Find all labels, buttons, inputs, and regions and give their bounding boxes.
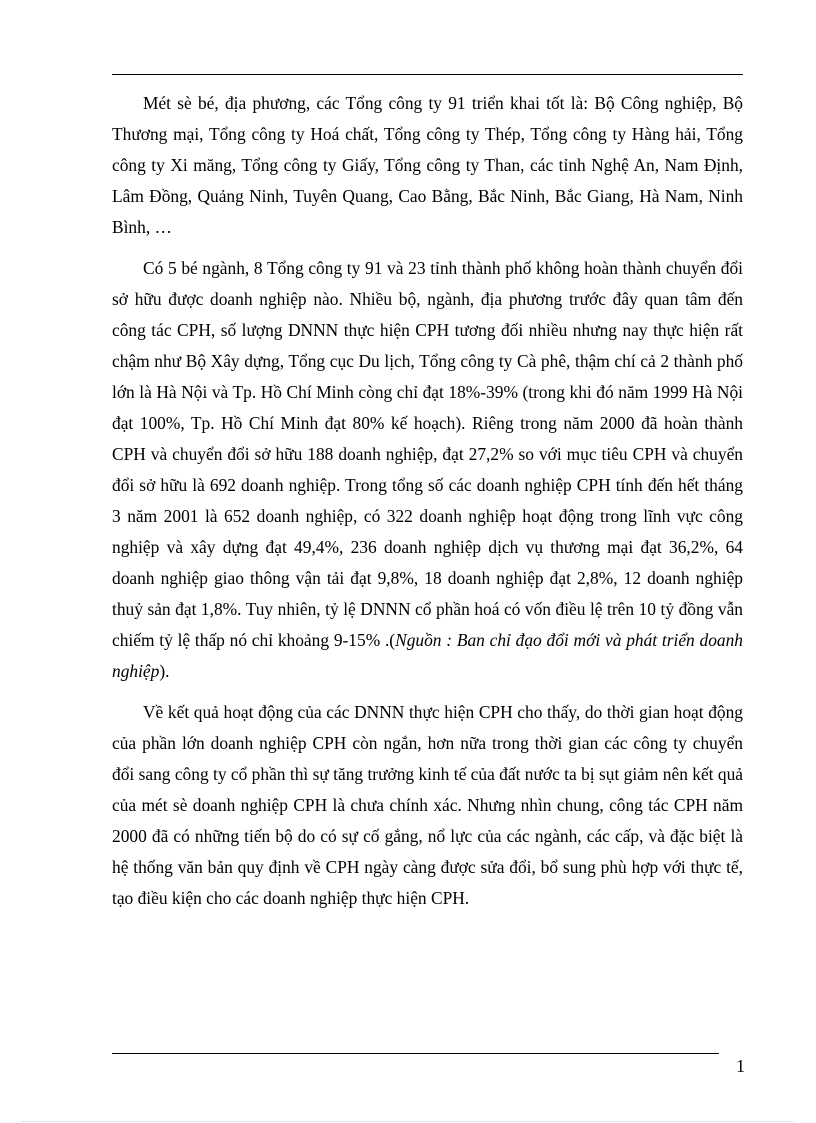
paragraph-2-text: Có 5 bé ngành, 8 Tổng công ty 91 và 23 tỉnh thành phố không hoàn thành chuyển đổi sở hữu được doanh nghiệp nào. Nhiều bộ, ngành, địa phương trước đây quan tâm đến công tác CPH, số lượng DNNN thực hiện CPH tương đối nhiều nhưng nay thực hiện rất chậm như Bộ Xây dựng, Tổng cục Du lịch, Tổng công ty Cà phê, thậm chí cả 2 thành phố lớn là Hà Nội và Tp. Hồ Chí Minh còng chỉ đạt 18%-39% (trong khi đó năm 1999 Hà Nội đạt 100%, Tp. Hồ Chí Minh đạt 80% kế hoạch). Riêng trong năm 2000 đã hoàn thành CPH và chuyển đổi sở hữu 188 doanh nghiệp, đạt 27,2% so với mục tiêu CPH và chuyển đổi sở hữu là 692 doanh nghiệp. Trong tổng số các doanh nghiệp CPH tính đến hết tháng 3 năm 2001 là 652 doanh nghiệp, có 322 doanh nghiệp hoạt động trong lĩnh vực công nghiệp và xây dựng đạt 49,4%, 236 doanh nghiệp dịch vụ thương mại đạt 36,2%, 64 doanh nghiệp giao thông vận tải đạt 9,8%, 18 doanh nghiệp đạt 2,8%, 12 doanh nghiệp thuỷ sản đạt 1,8%. Tuy nhiên, tỷ lệ DNNN cổ phần hoá có vốn điều lệ trên 10 tỷ đồng vẫn chiếm tỷ lệ thấp nó chỉ khoảng 9-15% .( [112, 258, 743, 650]
paragraph-1: Mét sè bé, địa phương, các Tổng công ty 91 triển khai tốt là: Bộ Công nghiệp, Bộ Thương mại, Tổng công ty Hoá chất, Tổng công ty Thép, Tổng công ty Hàng hải, Tổng công ty Xi măng, Tổng công ty Giấy, Tổng công ty Than, các tỉnh Nghệ An, Nam Định, Lâm Đồng, Quảng Ninh, Tuyên Quang, Cao Bằng, Bắc Ninh, Bắc Giang, Hà Nam, Ninh Bình, … [112, 93, 743, 237]
paragraph-2-close: ). [159, 661, 170, 681]
paragraph-2 [112, 253, 743, 687]
page-number: 1 [736, 1056, 745, 1076]
source-citation: Nguồn : Ban chỉ đạo đổi mới và phát triển doanh nghiệp [112, 630, 743, 681]
body-text [112, 88, 743, 924]
page-edge-divider [22, 1121, 794, 1122]
paragraph-3: Về kết quả hoạt động của các DNNN thực hiện CPH cho thấy, do thời gian hoạt động của phần lớn doanh nghiệp CPH còn ngắn, hơn nữa trong thời gian các công ty chuyển đổi sang công ty cổ phần thì sự tăng trưởng kinh tế của đất nước ta bị sụt giảm nên kết quả của mét sè doanh nghiệp CPH là chưa chính xác. Nhưng nhìn chung, công tác CPH năm 2000 đã có những tiến bộ do có sự cố gắng, nổ lực của các ngành, các cấp, và đặc biệt là hệ thống văn bản quy định về CPH ngày càng được sửa đổi, bổ sung phù hợp với thực tế, tạo điều kiện cho các doanh nghiệp thực hiện CPH. [112, 702, 743, 908]
header-rule [112, 74, 743, 75]
footer-rule [112, 1053, 719, 1054]
